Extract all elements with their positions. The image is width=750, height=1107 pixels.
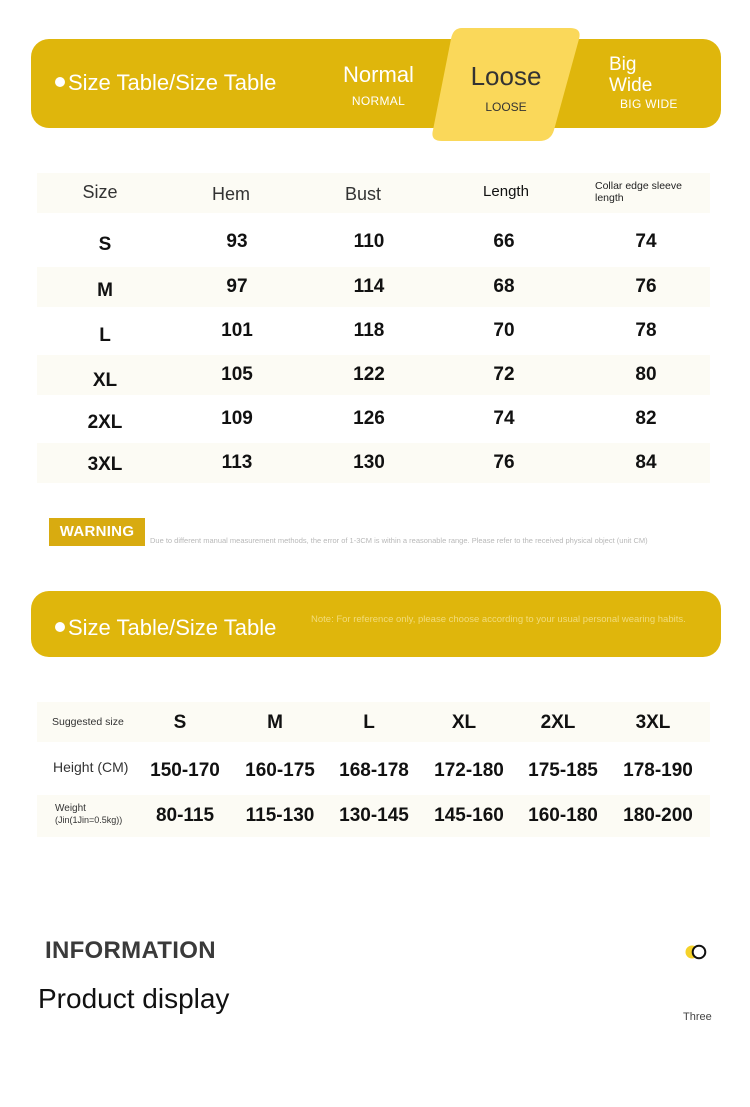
row-label-height: Height (CM) — [53, 759, 129, 775]
reference-note: Note: For reference only, please choose according to your usual personal wearing habits. — [311, 614, 686, 625]
column-header-size: Size — [82, 182, 118, 202]
cell-hem: 109 — [221, 408, 253, 429]
cell-size: S — [98, 234, 112, 255]
cell-hem: 113 — [221, 452, 253, 473]
fit-option-big-wide[interactable] — [609, 54, 689, 111]
cell-sleeve: 82 — [635, 408, 657, 429]
column-header-length: Length — [483, 183, 529, 200]
bullet-dot-icon — [55, 77, 65, 87]
fit-option-loose[interactable] — [432, 28, 582, 142]
cell-weight: 145-160 — [434, 805, 504, 826]
warning-badge: WARNING — [49, 518, 145, 546]
page-counter-label: Three — [683, 1011, 712, 1023]
column-header-bust: Bust — [344, 184, 382, 204]
cell-height: 160-175 — [245, 760, 315, 781]
cell-height: 168-178 — [339, 760, 409, 781]
row-label-suggested-size: Suggested size — [52, 716, 124, 728]
cell-suggested-size: XL — [451, 712, 477, 733]
toggle-icon-graphic — [684, 944, 708, 960]
fit-option-normal[interactable] — [321, 64, 436, 108]
cell-size: 2XL — [87, 412, 123, 433]
column-header-hem: Hem — [211, 184, 250, 204]
cell-length: 72 — [493, 364, 515, 385]
recommend-banner — [31, 591, 721, 657]
cell-suggested-size: 2XL — [540, 712, 576, 733]
cell-hem: 93 — [226, 231, 248, 252]
cell-height: 178-190 — [623, 760, 693, 781]
cell-suggested-size: M — [267, 712, 283, 733]
cell-bust: 122 — [353, 364, 385, 385]
cell-length: 68 — [493, 276, 515, 297]
cell-length: 76 — [493, 452, 515, 473]
warning-text: Due to different manual measurement methods, the error of 1-3CM is within a reasonable range. Please refer to the received physical object (unit CM) — [150, 536, 648, 545]
toggle-icon[interactable] — [684, 944, 708, 960]
cell-sleeve: 84 — [635, 452, 657, 473]
cell-hem: 97 — [226, 276, 248, 297]
cell-height: 175-185 — [528, 760, 598, 781]
cell-weight: 115-130 — [245, 805, 315, 826]
cell-suggested-size: L — [363, 712, 375, 733]
banner-title-text: Size Table/Size Table — [68, 70, 277, 95]
cell-size: M — [97, 280, 113, 301]
cell-length: 66 — [493, 231, 515, 252]
cell-sleeve: 80 — [635, 364, 657, 385]
cell-suggested-size: 3XL — [635, 712, 671, 733]
bullet-dot-icon — [55, 622, 65, 632]
row-label-weight: Weight — [55, 803, 86, 814]
cell-height: 172-180 — [434, 760, 504, 781]
fit-option-sublabel: LOOSE — [485, 100, 527, 114]
cell-weight: 80-115 — [155, 805, 215, 826]
cell-bust: 126 — [353, 408, 385, 429]
cell-bust: 114 — [353, 276, 385, 297]
cell-sleeve: 74 — [635, 231, 657, 252]
banner-title — [55, 70, 276, 96]
cell-bust: 110 — [353, 231, 385, 252]
cell-length: 70 — [493, 320, 515, 341]
size-table-banner — [31, 39, 721, 128]
banner-title — [55, 615, 276, 641]
cell-height: 150-170 — [150, 760, 220, 781]
cell-size: 3XL — [87, 454, 123, 475]
row-label-weight-unit: (Jin(1Jin=0.5kg)) — [55, 815, 123, 825]
cell-length: 74 — [493, 408, 515, 429]
fit-option-label: Loose — [470, 61, 542, 91]
fit-option-label: Normal — [343, 62, 414, 87]
fit-option-sublabel: NORMAL — [351, 94, 406, 108]
cell-size: L — [99, 325, 111, 346]
fit-option-label-line2: Wide — [609, 75, 653, 96]
cell-hem: 105 — [221, 364, 253, 385]
fit-option-sublabel: BIG WIDE — [620, 97, 678, 111]
cell-size: XL — [92, 370, 118, 391]
banner-title-text: Size Table/Size Table — [68, 615, 277, 640]
cell-bust: 130 — [353, 452, 385, 473]
cell-sleeve: 78 — [635, 320, 657, 341]
product-display-heading: Product display — [38, 983, 230, 1014]
fit-option-label-line1: Big — [609, 54, 637, 75]
cell-weight: 130-145 — [339, 805, 409, 826]
cell-sleeve: 76 — [635, 276, 657, 297]
cell-weight: 160-180 — [528, 805, 598, 826]
cell-hem: 101 — [221, 320, 253, 341]
information-heading: INFORMATION — [45, 937, 216, 964]
cell-bust: 118 — [353, 320, 385, 341]
column-header-sleeve: Collar edge sleeve length — [595, 180, 682, 204]
cell-weight: 180-200 — [623, 805, 693, 826]
cell-suggested-size: S — [173, 712, 187, 733]
